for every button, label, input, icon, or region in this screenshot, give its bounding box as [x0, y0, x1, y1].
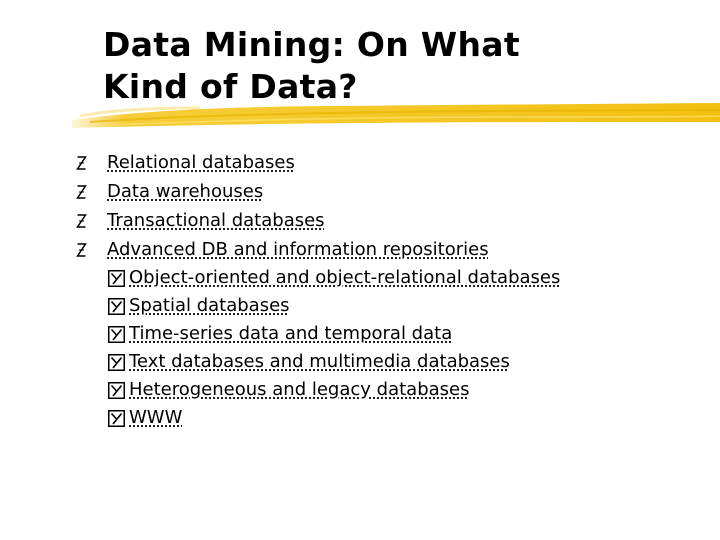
list-item-label: Text databases and multimedia databases	[129, 351, 510, 372]
z-bullet-icon	[76, 155, 87, 171]
list-item-label: Data warehouses	[107, 181, 264, 202]
list-item-label: Transactional databases	[107, 210, 325, 231]
z-bullet-icon	[76, 242, 87, 258]
list-item-label: Advanced DB and information repositories	[107, 239, 489, 260]
list-item-label: WWW	[129, 407, 183, 428]
slide-title	[103, 24, 703, 108]
list-item-label: Object-oriented and object-relational databases	[129, 267, 561, 288]
title-line-1: Data Mining: On What	[103, 25, 520, 64]
list-item-label: Heterogeneous and legacy databases	[129, 379, 470, 400]
list-item-label: Relational databases	[107, 152, 295, 173]
y-box-bullet-icon	[108, 326, 125, 343]
y-box-bullet-icon	[108, 410, 125, 427]
list-item-label: Time-series data and temporal data	[129, 323, 453, 344]
z-bullet-icon	[76, 213, 87, 229]
y-box-bullet-icon	[108, 354, 125, 371]
y-box-bullet-icon	[108, 270, 125, 287]
title-underline-brush	[70, 98, 720, 132]
y-box-bullet-icon	[108, 382, 125, 399]
y-box-bullet-icon	[108, 298, 125, 315]
z-bullet-icon	[76, 184, 87, 200]
list-item-label: Spatial databases	[129, 295, 290, 316]
title-line-2: Kind of Data?	[103, 67, 358, 106]
